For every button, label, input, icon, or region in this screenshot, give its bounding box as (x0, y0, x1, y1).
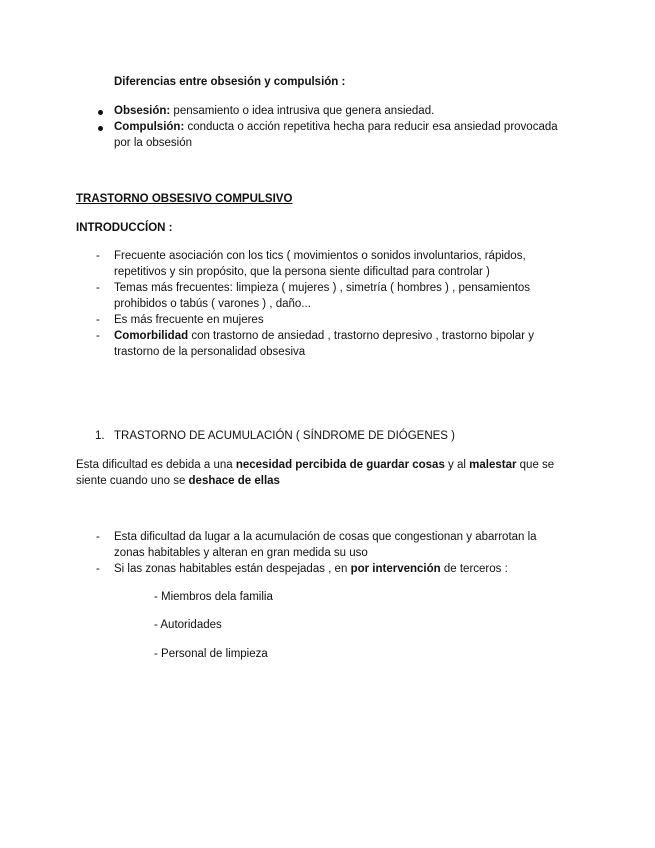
acum-item-2: Si las zonas habitables están despejadas , en por intervención de terceros : (114, 563, 508, 575)
paragraph-line-1: Esta dificultad es debida a una necesidad percibida de guardar cosas y al malestar que se (76, 459, 555, 471)
intro-title: INTRODUCCÍON : (76, 222, 173, 234)
bullet-compulsion: Compulsión: conducta o acción repetitiva hecha para reducir esa ansiedad provocada (114, 121, 558, 133)
dash-marker: - (96, 314, 100, 326)
intro-item-2: Temas más frecuentes: limpieza ( mujeres ) , simetría ( hombres ) , pensamientos (114, 282, 531, 294)
bullet-compulsion-cont: por la obsesión (114, 137, 192, 149)
intro-item-4-cont: trastorno de la personalidad obsesiva (114, 346, 306, 358)
numbered-heading: TRASTORNO DE ACUMULACIÓN ( SÍNDROME DE DIÓGENES ) (114, 430, 455, 442)
paragraph-line-2: siente cuando uno se deshace de ellas (76, 475, 280, 487)
acum-item-1: Esta dificultad da lugar a la acumulación de cosas que congestionan y abarrotan la (114, 531, 537, 543)
intro-item-2-cont: prohibidos o tabús ( varones ) , daño... (114, 298, 311, 310)
bullet-dot-icon (98, 110, 103, 115)
sub-item-autoridades: - Autoridades (154, 619, 222, 631)
dash-marker: - (96, 563, 100, 575)
intro-item-1-cont: repetitivos y sin propósito, que la persona siente dificultad para controlar ) (114, 266, 490, 278)
dash-marker: - (96, 330, 100, 342)
dash-marker: - (96, 250, 100, 262)
bullet-dot-icon (98, 126, 103, 131)
section-title: TRASTORNO OBSESIVO COMPULSIVO (76, 193, 293, 205)
bullet-obsesion: Obsesión: pensamiento o idea intrusiva que genera ansiedad. (114, 105, 435, 117)
acum-item-1-cont: zonas habitables y alteran en gran medida su uso (114, 547, 368, 559)
numbered-heading-num: 1. (95, 430, 105, 442)
sub-item-familia: - Miembros dela familia (154, 591, 273, 603)
sub-item-limpieza: - Personal de limpieza (154, 648, 268, 660)
intro-item-1: Frecuente asociación con los tics ( movimientos o sonidos involuntarios, rápidos, (114, 250, 526, 262)
heading-differences: Diferencias entre obsesión y compulsión : (114, 76, 346, 88)
dash-marker: - (96, 282, 100, 294)
intro-item-3: Es más frecuente en mujeres (114, 314, 264, 326)
intro-item-4: Comorbilidad con trastorno de ansiedad , trastorno depresivo , trastorno bipolar y (114, 330, 534, 342)
dash-marker: - (96, 531, 100, 543)
